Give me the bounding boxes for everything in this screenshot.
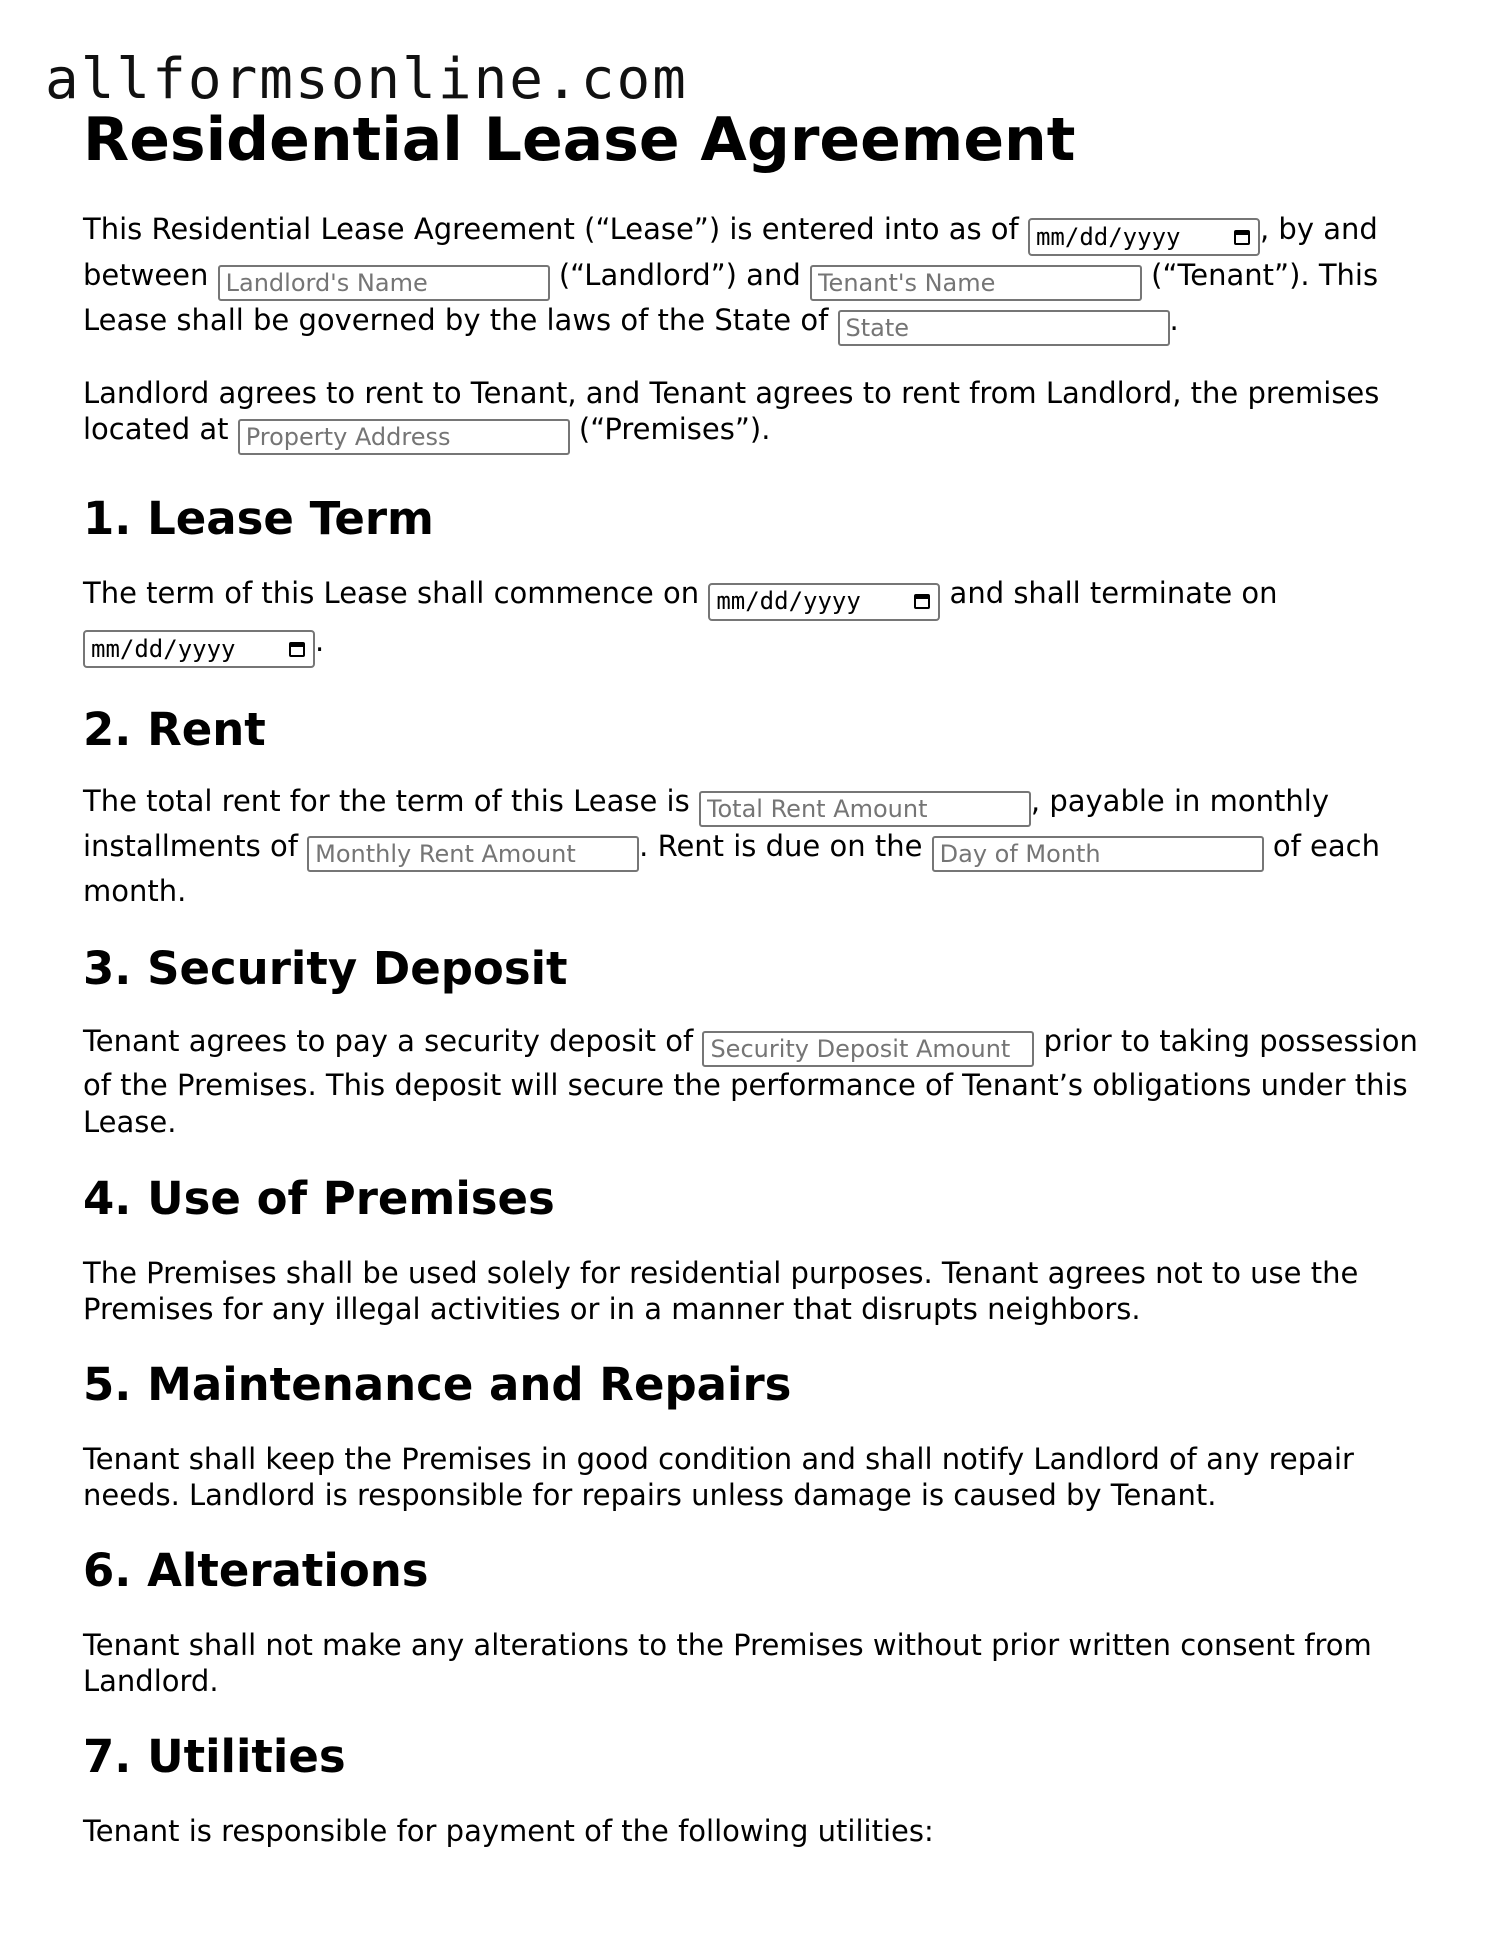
intro-text-1: This Residential Lease Agreement (“Lease”) is entered into as of <box>83 212 1028 246</box>
rent-paragraph <box>83 782 1433 911</box>
premises-paragraph <box>83 375 1433 455</box>
section-heading-alterations: 6. Alterations <box>83 1544 429 1597</box>
page-title: Residential Lease Agreement <box>83 105 1076 175</box>
maintenance-paragraph: Tenant shall keep the Premises in good condition and shall notify Landlord of any repair needs. Landlord is responsible for repairs unless damage is caused by Tenant. <box>83 1442 1354 1512</box>
section-heading-maintenance: 5. Maintenance and Repairs <box>83 1358 792 1411</box>
state-input[interactable] <box>838 310 1170 346</box>
site-watermark: allformsonline.com <box>45 47 688 112</box>
section-heading-use-of-premises: 4. Use of Premises <box>83 1172 555 1225</box>
intro-text-3: (“Landlord”) and <box>549 258 810 292</box>
intro-text-4: (“Tenant”). This Lease shall be governed by the laws of the State of <box>83 258 1379 337</box>
calendar-icon[interactable] <box>289 642 305 657</box>
rent-text-4: of each month. <box>83 829 1380 908</box>
intro-text-5: . <box>1169 303 1179 337</box>
section-heading-lease-term: 1. Lease Term <box>83 492 434 545</box>
lease-term-text-1: The term of this Lease shall commence on <box>83 576 709 610</box>
property-address-input[interactable] <box>238 419 570 455</box>
landlord-name-input[interactable] <box>218 265 550 301</box>
agreement-date-input[interactable] <box>1028 218 1260 256</box>
utilities-paragraph: Tenant is responsible for payment of the following utilities: <box>83 1814 934 1848</box>
rent-text-1: The total rent for the term of this Lease is <box>83 784 699 818</box>
section-heading-security-deposit: 3. Security Deposit <box>83 942 568 995</box>
agreement-date-placeholder: mm/dd/yyyy <box>1035 223 1181 251</box>
rent-text-2: , payable in monthly installments of <box>83 784 1329 863</box>
section-heading-utilities: 7. Utilities <box>83 1730 346 1783</box>
lease-term-text-3: . <box>315 623 325 658</box>
calendar-icon[interactable] <box>1234 230 1250 245</box>
lease-end-date-input[interactable] <box>83 630 315 668</box>
calendar-icon[interactable] <box>914 594 930 609</box>
premises-text-2: (“Premises”). <box>569 412 771 446</box>
total-rent-input[interactable] <box>699 791 1031 827</box>
rent-due-day-input[interactable] <box>932 836 1264 872</box>
lease-start-date-placeholder: mm/dd/yyyy <box>716 587 861 615</box>
lease-term-text-2: and shall terminate on <box>940 576 1278 610</box>
use-of-premises-paragraph: The Premises shall be used solely for residential purposes. Tenant agrees not to use the Premises for any illegal activities or in a manner that disrupts neighbors. <box>83 1256 1359 1326</box>
premises-text-1: Landlord agrees to rent to Tenant, and Tenant agrees to rent from Landlord, the premises located at <box>83 376 1380 446</box>
lease-end-date-placeholder: mm/dd/yyyy <box>91 634 236 663</box>
lease-document <box>83 100 1433 1849</box>
alterations-paragraph: Tenant shall not make any alterations to the Premises without prior written consent from Landlord. <box>83 1628 1372 1698</box>
deposit-text-1: Tenant agrees to pay a security deposit of <box>83 1024 703 1058</box>
section-heading-rent: 2. Rent <box>83 703 266 756</box>
lease-term-paragraph <box>83 573 1433 668</box>
deposit-text-2: prior to taking possession of the Premises. This deposit will secure the performance of Tenant’s obligations under this Lease. <box>83 1024 1418 1139</box>
tenant-name-input[interactable] <box>810 265 1142 301</box>
lease-start-date-input[interactable] <box>708 583 940 621</box>
intro-paragraph <box>83 210 1433 346</box>
security-deposit-input[interactable] <box>702 1031 1034 1067</box>
rent-text-3: . Rent is due on the <box>639 829 932 863</box>
monthly-rent-input[interactable] <box>307 836 639 872</box>
intro-text-2: , by and between <box>83 212 1378 292</box>
security-deposit-paragraph <box>83 1023 1433 1141</box>
